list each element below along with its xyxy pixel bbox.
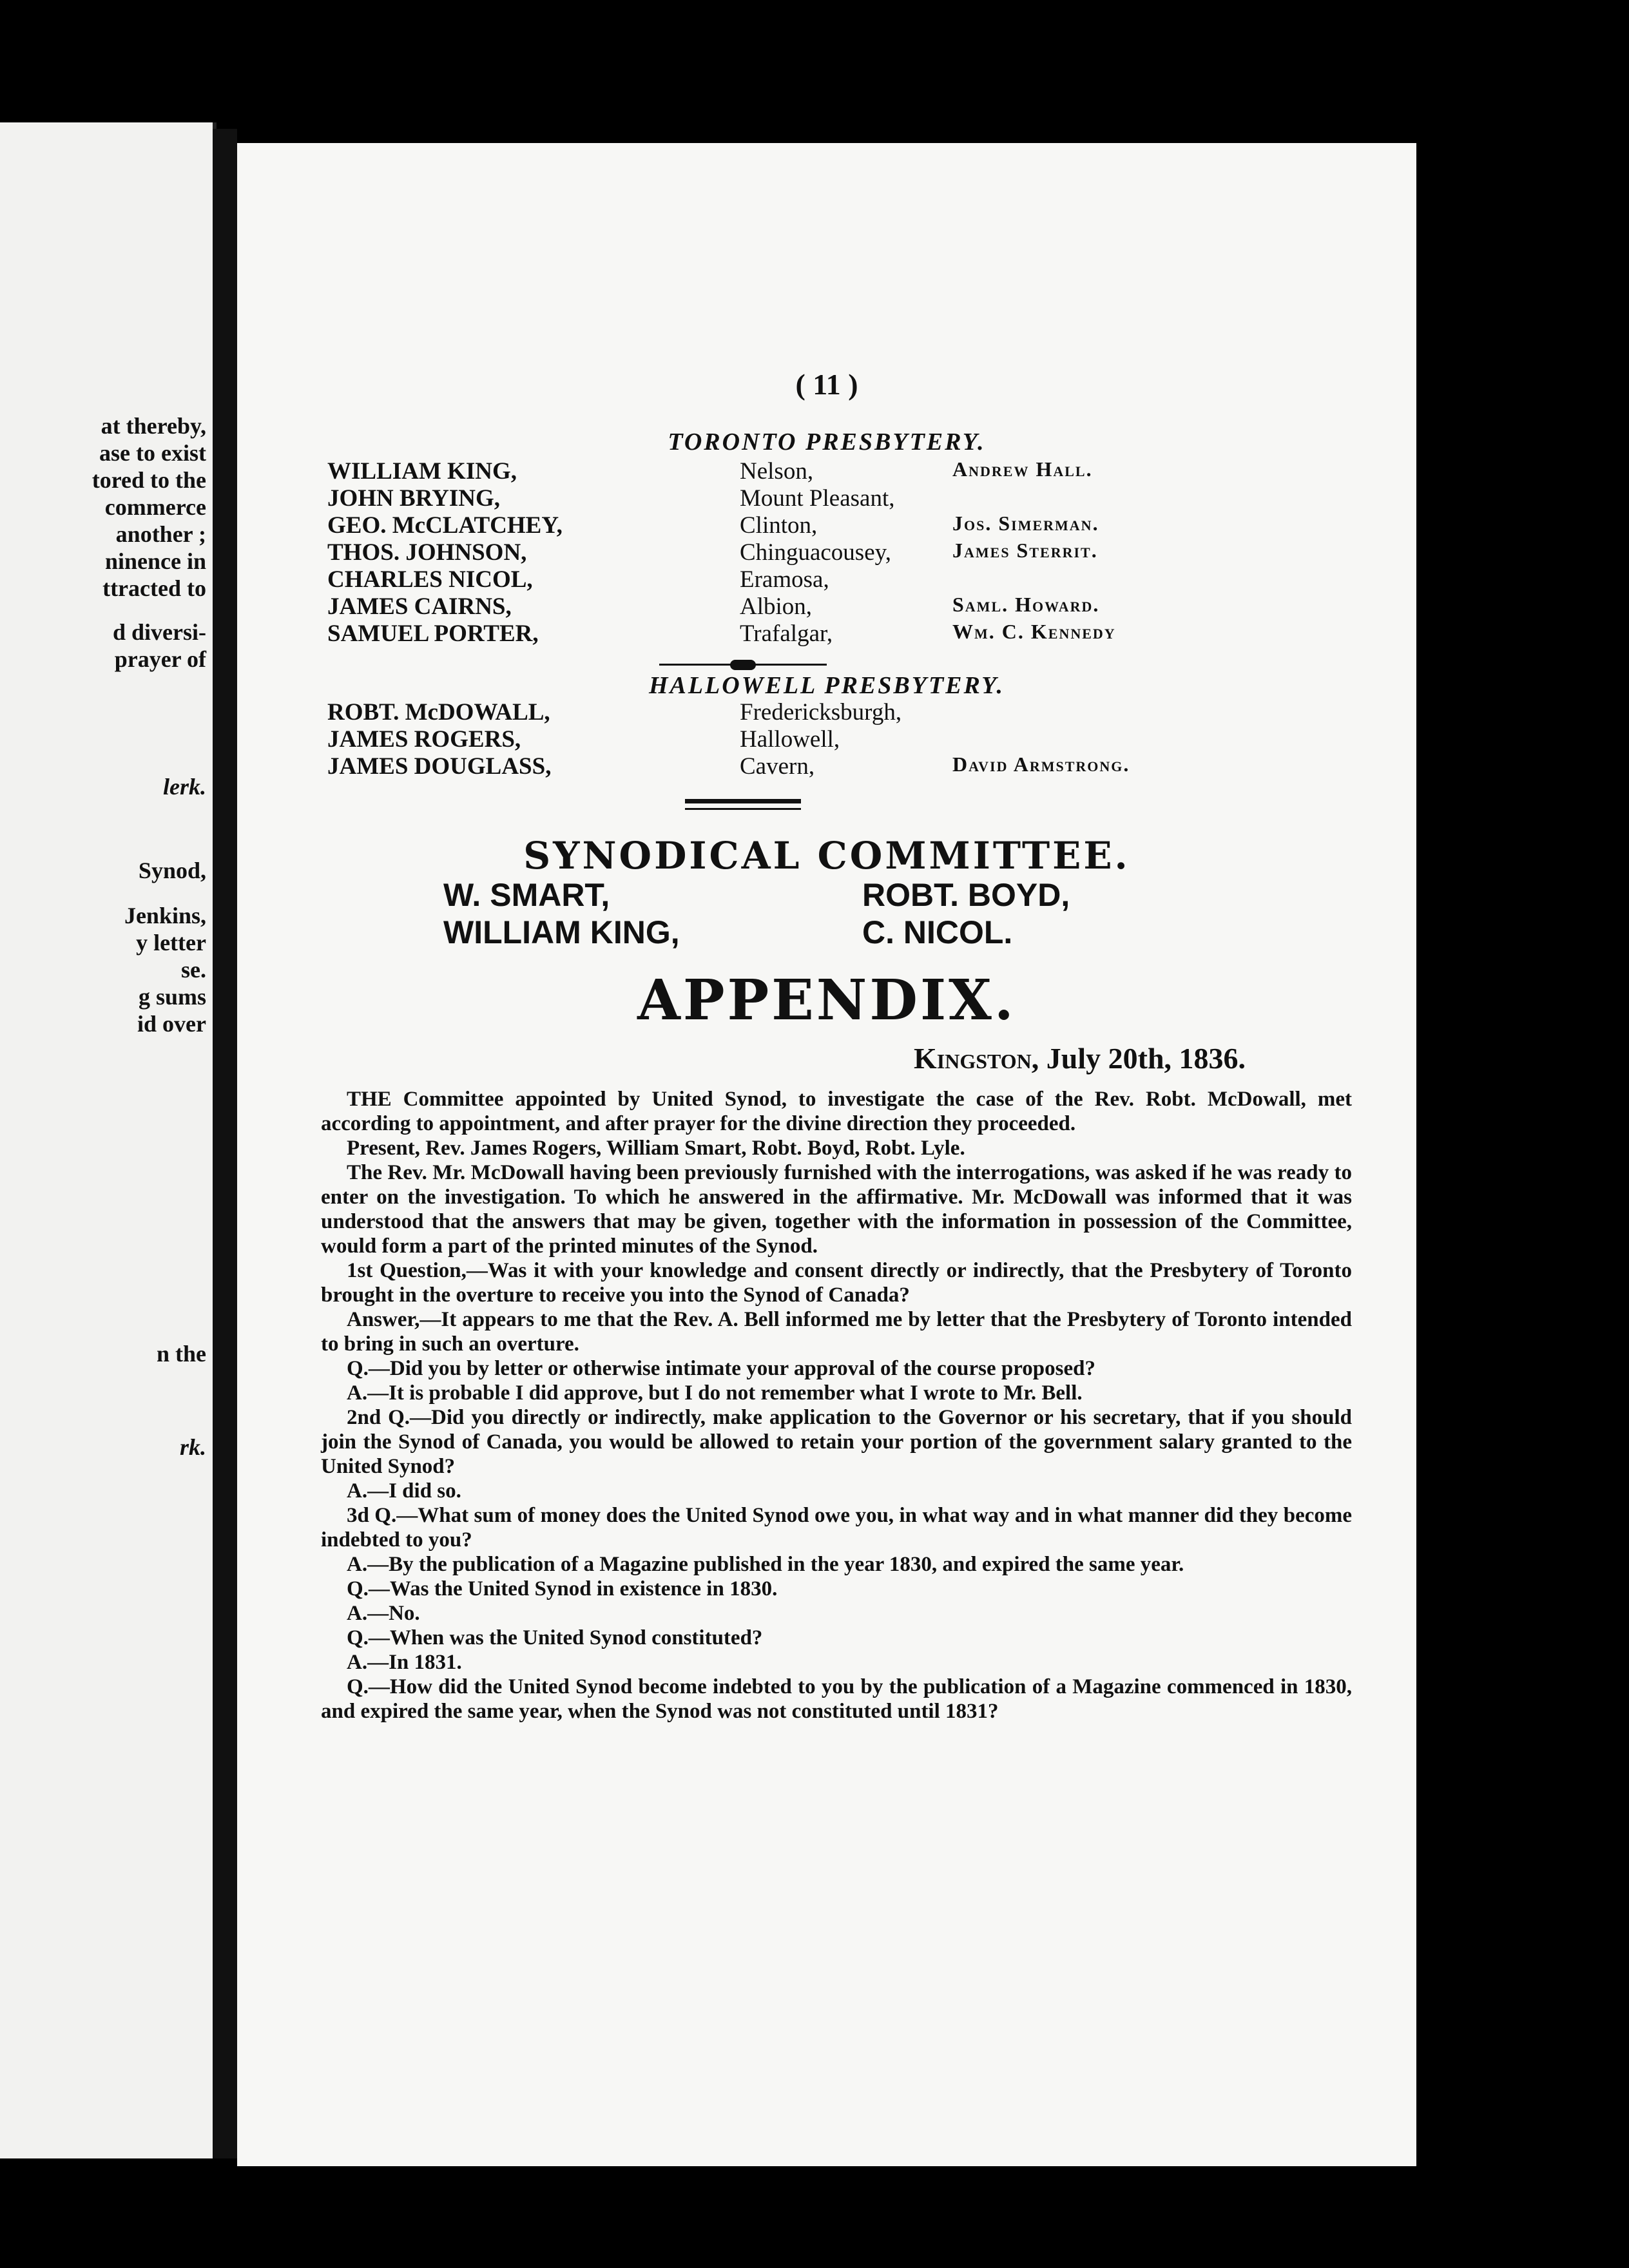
double-rule — [685, 808, 801, 810]
roster-row — [237, 566, 1416, 594]
congregation-place: Nelson, — [740, 458, 814, 485]
double-rule — [685, 799, 801, 803]
elder-name: Jos. Simerman. — [952, 512, 1099, 535]
body-paragraph: A.—I did so. — [347, 1479, 461, 1503]
left-text-fragment: n the — [156, 1341, 206, 1367]
body-paragraph: 3d Q.—What sum of money does the United Synod owe you, in what way and in what manner did they become indebted to you? — [321, 1504, 1352, 1552]
body-paragraph: The Rev. Mr. McDowall having been previously furnished with the interrogations, was asked if he was ready to enter on the investigation. To which he answered in the affirmative. Mr. McDowall was informed that it was understood that the answers that may be given, together with the information in possession of the Committee, would form a part of the printed minutes of the Synod. — [321, 1161, 1352, 1258]
committee-member: C. NICOL. — [862, 914, 1013, 950]
book-gutter — [213, 129, 237, 2158]
appendix-heading: APPENDIX. — [637, 968, 1016, 1033]
body-paragraph: Q.—Was the United Synod in existence in 1830. — [347, 1577, 778, 1600]
minister-name: CHARLES NICOL, — [327, 566, 533, 593]
committee-member: ROBT. BOYD, — [862, 877, 1070, 913]
left-text-fragment: Jenkins, — [124, 903, 206, 928]
roster-row — [237, 485, 1416, 513]
minister-name: SAMUEL PORTER, — [327, 620, 539, 647]
committee-member: WILLIAM KING, — [443, 914, 680, 950]
toronto-presbytery-title: TORONTO PRESBYTERY. — [668, 428, 986, 456]
elder-name: David Armstrong. — [952, 753, 1130, 776]
left-text-fragment: prayer of — [114, 646, 206, 672]
committee-member: W. SMART, — [443, 877, 610, 913]
minister-name: JAMES CAIRNS, — [327, 593, 512, 620]
left-facing-page — [0, 122, 217, 2158]
minister-name: GEO. McCLATCHEY, — [327, 512, 563, 539]
left-text-fragment: se. — [181, 957, 206, 983]
body-paragraph: A.—No. — [347, 1602, 420, 1625]
body-paragraph: Q.—Did you by letter or otherwise intimate your approval of the course proposed? — [347, 1357, 1095, 1380]
body-paragraph: 2nd Q.—Did you directly or indirectly, make application to the Governor or his secretary, that if you should join the Synod of Canada, you would be allowed to retain your portion of the government salary granted to the United Synod? — [321, 1406, 1352, 1478]
roster-row — [237, 620, 1416, 648]
left-text-fragment: rk. — [179, 1434, 206, 1460]
body-paragraph: A.—By the publication of a Magazine published in the year 1830, and expired the same year. — [347, 1553, 1184, 1576]
elder-name: Wm. C. Kennedy — [952, 620, 1116, 643]
body-paragraph: Q.—How did the United Synod become indebted to you by the publication of a Magazine commenced in 1830, and expired the same year, when the Synod was not constituted until 1831? — [321, 1675, 1352, 1723]
ornamental-divider — [659, 658, 827, 671]
body-paragraph: A.—In 1831. — [347, 1651, 462, 1674]
elder-name: Andrew Hall. — [952, 457, 1093, 481]
minister-name: THOS. JOHNSON, — [327, 539, 527, 566]
congregation-place: Trafalgar, — [740, 620, 833, 647]
appendix-body — [321, 1087, 1352, 1724]
dateline-place: Kingston, — [914, 1042, 1039, 1075]
body-paragraph: Answer,—It appears to me that the Rev. A. Bell informed me by letter that the Presbytery of Toronto intended to bring in such an overture. — [321, 1308, 1352, 1356]
roster-row — [237, 539, 1416, 567]
body-paragraph: Present, Rev. James Rogers, William Smart, Robt. Boyd, Robt. Lyle. — [347, 1137, 965, 1160]
body-paragraph: Q.—When was the United Synod constituted? — [347, 1626, 763, 1649]
dateline — [914, 1041, 1246, 1075]
roster-row — [237, 457, 1416, 486]
body-paragraph: A.—It is probable I did approve, but I do not remember what I wrote to Mr. Bell. — [347, 1381, 1083, 1405]
roster-row — [237, 698, 1416, 727]
synodical-committee-title: SYNODICAL COMMITTEE. — [523, 834, 1130, 878]
dateline-date: July 20th, 1836. — [1046, 1042, 1246, 1075]
left-text-fragment: another ; — [115, 521, 206, 547]
left-text-fragment: ttracted to — [102, 575, 206, 601]
left-text-fragment: at thereby, — [101, 413, 206, 439]
page-number: ( 11 ) — [795, 368, 858, 401]
left-text-fragment: Synod, — [138, 858, 206, 883]
left-text-fragment: g sums — [138, 984, 206, 1010]
congregation-place: Fredericksburgh, — [740, 699, 902, 726]
congregation-place: Hallowell, — [740, 726, 840, 753]
congregation-place: Albion, — [740, 593, 813, 620]
left-text-fragment: d diversi- — [112, 619, 206, 645]
minister-name: JAMES ROGERS, — [327, 726, 521, 753]
elder-name: James Sterrit. — [952, 539, 1098, 562]
left-text-fragment: ninence in — [104, 548, 206, 574]
congregation-place: Mount Pleasant, — [740, 485, 895, 512]
roster-row — [237, 512, 1416, 540]
roster-row — [237, 753, 1416, 781]
elder-name: Saml. Howard. — [952, 593, 1100, 616]
congregation-place: Clinton, — [740, 512, 818, 539]
left-text-fragment: ase to exist — [99, 440, 206, 466]
body-paragraph: THE Committee appointed by United Synod, to investigate the case of the Rev. Robt. McDowall, met according to appointment, and after prayer for the divine direction they proceeded. — [321, 1088, 1352, 1135]
left-text-fragment: lerk. — [163, 774, 206, 800]
document-page — [237, 143, 1416, 2166]
minister-name: JOHN BRYING, — [327, 485, 500, 512]
minister-name: WILLIAM KING, — [327, 458, 517, 485]
roster-row — [237, 593, 1416, 621]
congregation-place: Chinguacousey, — [740, 539, 891, 566]
left-text-fragment: commerce — [104, 494, 206, 520]
left-text-fragment: y letter — [136, 930, 206, 956]
congregation-place: Cavern, — [740, 753, 815, 780]
left-text-fragment: id over — [137, 1011, 206, 1037]
left-text-fragment: tored to the — [92, 467, 206, 493]
hallowell-presbytery-title: HALLOWELL PRESBYTERY. — [648, 672, 1005, 699]
minister-name: JAMES DOUGLASS, — [327, 753, 552, 780]
minister-name: ROBT. McDOWALL, — [327, 699, 550, 726]
congregation-place: Eramosa, — [740, 566, 829, 593]
body-paragraph: 1st Question,—Was it with your knowledge and consent directly or indirectly, that the Presbytery of Toronto brought in the overture to receive you into the Synod of Canada? — [321, 1259, 1352, 1307]
roster-row — [237, 726, 1416, 754]
